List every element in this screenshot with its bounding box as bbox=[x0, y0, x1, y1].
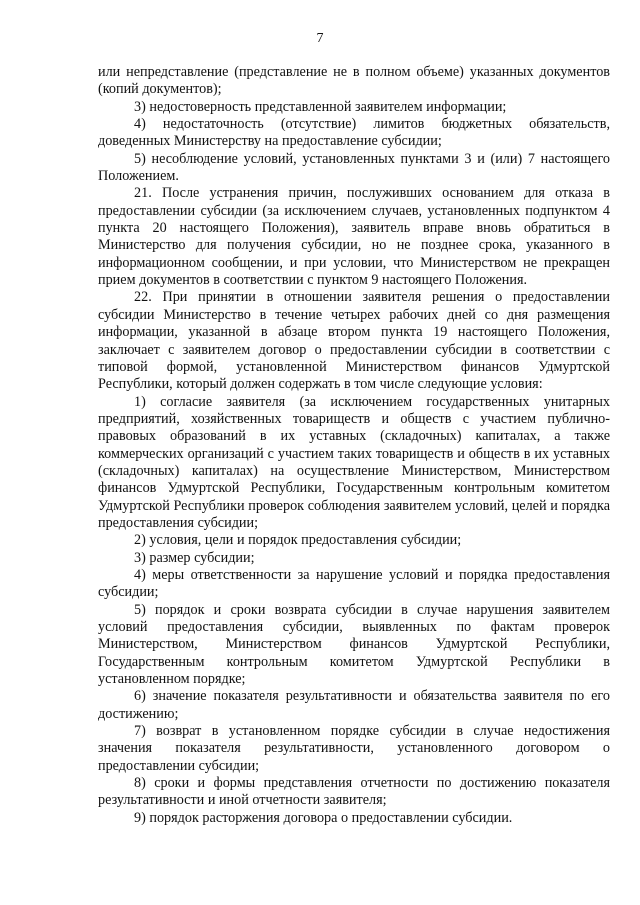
paragraph-item-3: 3) недостоверность представленной заявителем информации; bbox=[134, 98, 507, 115]
paragraph-condition-2: 2) условия, цели и порядок предоставления субсидии; bbox=[134, 532, 462, 549]
paragraph-condition-3: 3) размер субсидии; bbox=[134, 549, 255, 566]
paragraph-clause-21: 21. После устранения причин, послуживших основанием для отказа в предоставлении субсидии (за исключением случаев, установленных подпунктом 4 пункта 20 настоящего Положения), заявитель вправе вновь обратиться в Министерство для получения субсидии, но не позднее срока, указанного в информационном сообщении, и при условии, что Министерством не прекращен прием документов в соответствии с пунктом 9 настоящего Положения. bbox=[98, 185, 610, 289]
page-number: 7 bbox=[316, 31, 324, 46]
paragraph-continuation: или непредставление (представление не в полном объеме) указанных документов (копий документов); bbox=[98, 64, 610, 98]
paragraph-condition-7: 7) возврат в установленном порядке субсидии в случае недостижения значения показателя результативности, установленного договором о предоставлении субсидии; bbox=[98, 723, 610, 774]
paragraph-condition-9: 9) порядок расторжения договора о предоставлении субсидии. bbox=[134, 809, 513, 826]
paragraph-item-5: 5) несоблюдение условий, установленных пунктами 3 и (или) 7 настоящего Положением. bbox=[98, 150, 610, 185]
document-body bbox=[98, 64, 610, 827]
paragraph-condition-6: 6) значение показателя результативности и обязательства заявителя по его достижению; bbox=[98, 688, 610, 722]
paragraph-item-4: 4) недостаточность (отсутствие) лимитов бюджетных обязательств, доведенных Министерству на предоставление субсидии; bbox=[98, 116, 610, 150]
paragraph-condition-5: 5) порядок и сроки возврата субсидии в случае нарушения заявителем условий предоставления субсидии, выявленных по фактам проверок Министерством, Министерством финансов Удмуртской Республики, Государственным контрольным комитетом Удмуртской Республики в установленном порядке; bbox=[98, 601, 610, 688]
paragraph-condition-4: 4) меры ответственности за нарушение условий и порядка предоставления субсидии; bbox=[98, 566, 610, 601]
paragraph-clause-22: 22. При принятии в отношении заявителя решения о предоставлении субсидии Министерство в течение четырех рабочих дней со дня размещения информации, указанной в абзаце втором пункта 19 настоящего Положения, заключает с заявителем договор о предоставлении субсидии в соответствии с типовой формой, установленной Министерством финансов Удмуртской Республики, который должен содержать в том числе следующие условия: bbox=[98, 289, 610, 393]
paragraph-condition-1: 1) согласие заявителя (за исключением государственных унитарных предприятий, хозяйственных товариществ и обществ с участием публично-правовых образований в их уставных (складочных) капиталах, а также коммерческих организаций с участием таких товариществ и обществ в их уставных (складочных) капиталах) на осуществление Министерством, Министерством финансов Удмуртской Республики, Государственным контрольным комитетом Удмуртской Республики проверок соблюдения заявителем условий, целей и порядка предоставления субсидии; bbox=[98, 393, 610, 531]
paragraph-condition-8: 8) сроки и формы представления отчетности по достижению показателя результативности и иной отчетности заявителя; bbox=[98, 775, 610, 809]
